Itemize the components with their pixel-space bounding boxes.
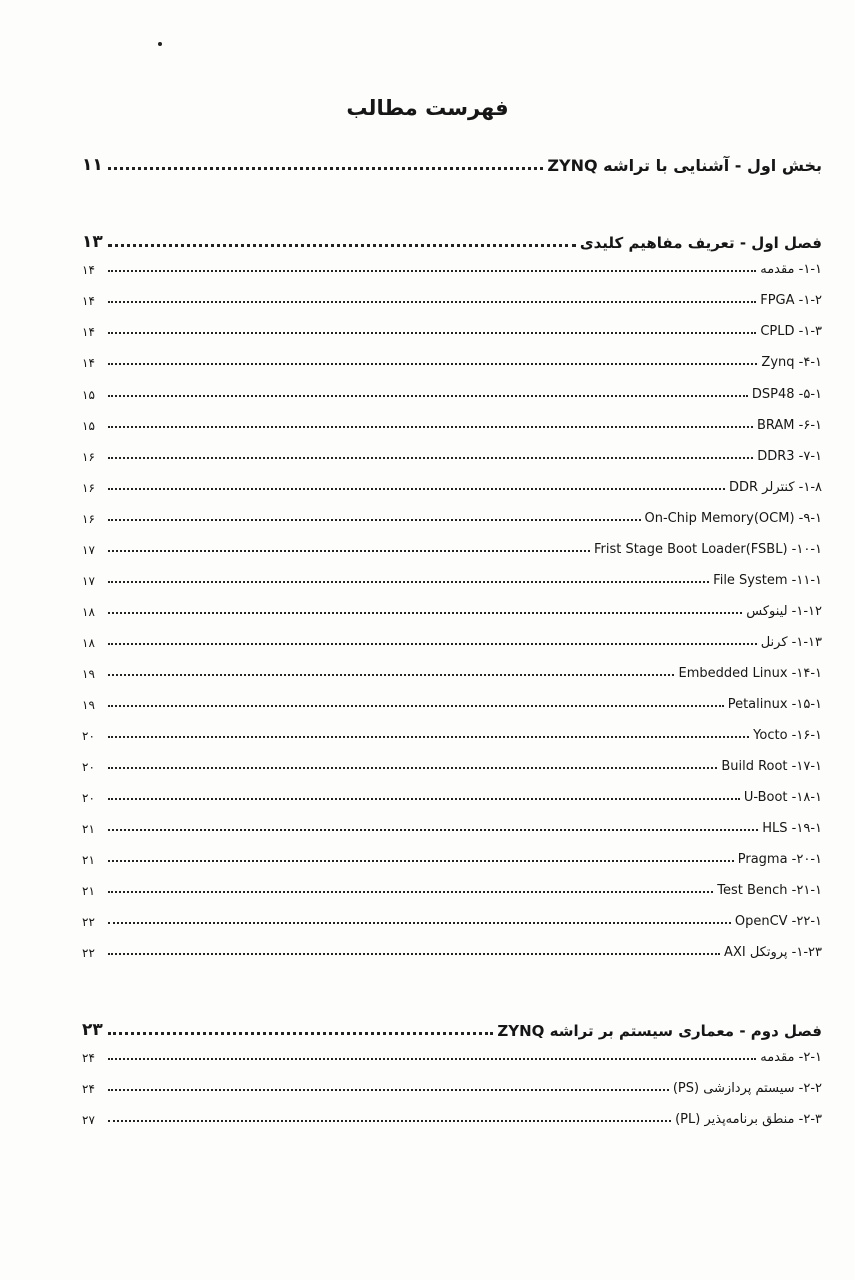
dot-leader — [108, 1058, 756, 1060]
toc-page-number: ۲۲ — [82, 946, 95, 960]
toc-entry[interactable] — [82, 418, 822, 433]
toc-page-number: ۲۰ — [82, 729, 95, 743]
dot-leader — [108, 1089, 669, 1091]
toc-entry[interactable] — [82, 759, 822, 774]
dot-leader — [108, 1032, 493, 1035]
dot-leader — [108, 488, 725, 490]
toc-entry[interactable] — [82, 852, 822, 867]
toc-entry[interactable] — [82, 293, 822, 308]
toc-page-number: ۱۴ — [82, 263, 95, 277]
ink-speck — [158, 42, 162, 46]
toc-chapter-1[interactable] — [82, 232, 822, 252]
toc-page-number: ۱۶ — [82, 481, 95, 495]
toc-page-number: ۲۴ — [82, 1051, 95, 1065]
dot-leader — [108, 860, 734, 862]
dot-leader — [108, 426, 753, 428]
toc-page-number: ۱۸ — [82, 636, 95, 650]
toc-entry-label: U-Boot -۱۸-۱ — [743, 790, 822, 805]
toc-entry[interactable] — [82, 324, 822, 339]
toc-entry[interactable] — [82, 387, 822, 402]
toc-entry[interactable] — [82, 1050, 822, 1065]
toc-entry[interactable] — [82, 1112, 822, 1127]
dot-leader — [108, 674, 674, 676]
toc-entry-label: Test Bench -۲۱-۱ — [717, 883, 822, 898]
toc-entry[interactable] — [82, 604, 822, 619]
dot-leader — [108, 705, 724, 707]
dot-leader — [108, 519, 641, 521]
toc-entry[interactable] — [82, 511, 822, 526]
toc-entry-label: HLS -۱۹-۱ — [762, 821, 822, 836]
toc-page-number: ۱۷ — [82, 543, 95, 557]
toc-entry[interactable] — [82, 542, 822, 557]
toc-entry[interactable] — [82, 666, 822, 681]
dot-leader — [108, 332, 756, 334]
toc-chapter-label: فصل دوم - معماری سیستم بر تراشه ZYNQ — [497, 1022, 822, 1040]
dot-leader — [108, 736, 749, 738]
toc-entry[interactable] — [82, 790, 822, 805]
toc-entry-label: ۱-۲۳- پروتکل AXI — [724, 945, 822, 960]
dot-leader — [108, 1120, 671, 1122]
toc-entry-label: ۲-۲- سیستم پردازشی (PS) — [672, 1081, 822, 1096]
toc-entry-label: On-Chip Memory(OCM) -۹-۱ — [644, 511, 822, 526]
toc-entry-label: DDR3 -۷-۱ — [757, 449, 822, 464]
toc-page-number: ۱۸ — [82, 605, 95, 619]
toc-entry-label: ۲-۱- مقدمه — [760, 1050, 822, 1065]
toc-page-number: ۲۱ — [82, 884, 95, 898]
dot-leader — [108, 363, 757, 365]
toc-page-number: ۲۷ — [82, 1113, 95, 1127]
dot-leader — [108, 643, 757, 645]
toc-entry-label: ۲-۳- منطق برنامه‌پذیر (PL) — [675, 1112, 822, 1127]
toc-entry-label: CPLD -۱-۳ — [760, 324, 822, 339]
toc-chapter-label: فصل اول - تعریف مفاهیم کلیدی — [579, 234, 822, 252]
toc-page-number: ۱۴ — [82, 356, 95, 370]
toc-entry-label: BRAM -۶-۱ — [756, 418, 822, 433]
toc-entry-label: Zynq -۴-۱ — [761, 355, 822, 370]
dot-leader — [108, 891, 713, 893]
toc-entry-label: ۱-۱۲- لینوکس — [746, 604, 822, 619]
toc-entry[interactable] — [82, 914, 822, 929]
toc-entry[interactable] — [82, 480, 822, 495]
dot-leader — [108, 612, 742, 614]
toc-page-number: ۲۱ — [82, 853, 95, 867]
toc-page-number: ۱۴ — [82, 325, 95, 339]
toc-entry[interactable] — [82, 945, 822, 960]
dot-leader — [108, 301, 756, 303]
dot-leader — [108, 953, 720, 955]
toc-entry-label: DSP48 -۵-۱ — [751, 387, 822, 402]
toc-entry-label: FPGA -۱-۲ — [760, 293, 822, 308]
toc-page-number: ۱۹ — [82, 667, 95, 681]
toc-page-number: ۲۲ — [82, 915, 95, 929]
dot-leader — [108, 395, 748, 397]
toc-entry-label: Build Root -۱۷-۱ — [721, 759, 822, 774]
toc-page-number: ۱۶ — [82, 450, 95, 464]
toc-part-label: بخش اول - آشنایی با تراشه ZYNQ — [547, 156, 822, 175]
toc-entry[interactable] — [82, 728, 822, 743]
toc-entry-label: Pragma -۲۰-۱ — [737, 852, 822, 867]
toc-entry[interactable] — [82, 883, 822, 898]
toc-entry-label: File System -۱۱-۱ — [713, 573, 822, 588]
page-title: فهرست مطالب — [346, 96, 509, 120]
toc-page-number: ۱۹ — [82, 698, 95, 712]
toc-page-number: ۱۳ — [82, 232, 103, 252]
toc-page-number: ۱۵ — [82, 419, 95, 433]
toc-page-number: ۱۴ — [82, 294, 95, 308]
dot-leader — [108, 167, 543, 170]
dot-leader — [108, 798, 740, 800]
toc-entry[interactable] — [82, 1081, 822, 1096]
toc-page-number: ۱۵ — [82, 388, 95, 402]
toc-chapter-2[interactable] — [82, 1020, 822, 1040]
toc-entry[interactable] — [82, 355, 822, 370]
toc-part-1[interactable] — [82, 155, 822, 175]
toc-page-number: ۲۳ — [82, 1020, 103, 1040]
dot-leader — [108, 767, 717, 769]
toc-page-number: ۲۰ — [82, 760, 95, 774]
dot-leader — [108, 244, 576, 247]
dot-leader — [108, 457, 753, 459]
dot-leader — [108, 270, 756, 272]
dot-leader — [108, 922, 731, 924]
dot-leader — [108, 581, 709, 583]
toc-entry[interactable] — [82, 697, 822, 712]
toc-page-number: ۱۶ — [82, 512, 95, 526]
toc-page-number: ۱۷ — [82, 574, 95, 588]
toc-entry[interactable] — [82, 262, 822, 277]
toc-entry[interactable] — [82, 573, 822, 588]
toc-entry-label: ۱-۱- مقدمه — [760, 262, 822, 277]
toc-page-number: ۲۴ — [82, 1082, 95, 1096]
toc-entry[interactable] — [82, 635, 822, 650]
toc-entry[interactable] — [82, 449, 822, 464]
toc-entry-label: Petalinux -۱۵-۱ — [727, 697, 822, 712]
toc-entry-label: OpenCV -۲۲-۱ — [734, 914, 822, 929]
toc-page-number: ۲۱ — [82, 822, 95, 836]
dot-leader — [108, 550, 590, 552]
toc-entry-label: Frist Stage Boot Loader(FSBL) -۱۰-۱ — [593, 542, 822, 557]
toc-entry-label: Embedded Linux -۱۴-۱ — [678, 666, 822, 681]
toc-page-number: ۱۱ — [82, 155, 103, 175]
toc-page-number: ۲۰ — [82, 791, 95, 805]
dot-leader — [108, 829, 758, 831]
toc-entry-label: Yocto -۱۶-۱ — [753, 728, 822, 743]
toc-entry-label: ۱-۱۳- کرنل — [760, 635, 822, 650]
toc-entry[interactable] — [82, 821, 822, 836]
toc-entry-label: ۱-۸- کنترلر DDR — [728, 480, 822, 495]
